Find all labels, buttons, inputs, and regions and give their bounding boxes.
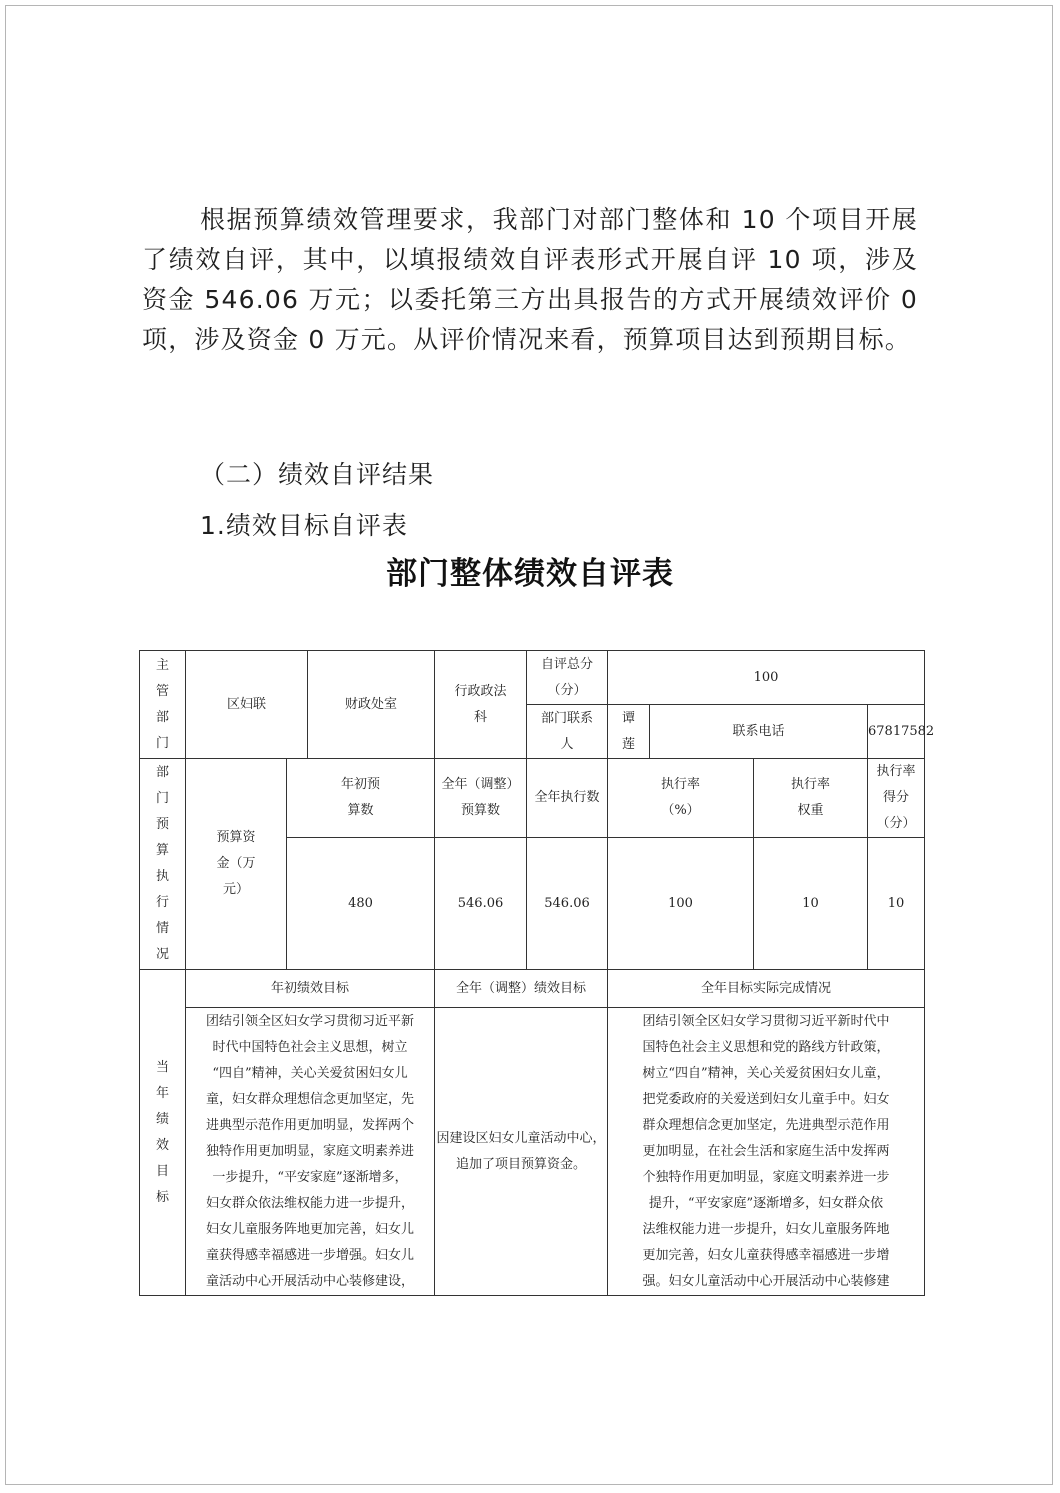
budget-header-initial-cell: 年初预算数: [287, 759, 435, 838]
goals-section-label-cell: 当年绩效目标: [140, 970, 186, 1296]
body-paragraph: 根据预算绩效管理要求，我部门对部门整体和 10 个项目开展了绩效自评，其中，以填报绩效自评表形式开展自评 10 项，涉及资金 546.06 万元；以委托第三方出具报告的方式开展绩效评价 0 项，涉及资金 0 万元。从评价情况来看，预算项目达到预期目标。: [142, 205, 918, 354]
budget-initial-value: 480: [287, 838, 435, 970]
goals-actual-line: 更加明显，在社会生活和家庭生活中发挥两: [642, 1143, 890, 1159]
goals-initial-line: 进典型示范作用更加明显，发挥两个: [206, 1117, 415, 1133]
goals-adjusted-text: [435, 1008, 608, 1296]
contact-name-cell: 谭莲: [608, 705, 650, 759]
goals-adjusted-line: 因建设区妇女儿童活动中心，: [436, 1130, 606, 1146]
budget-header-adjusted-cell: 全年（调整）预算数: [435, 759, 527, 838]
finance-office: 财政处室: [308, 651, 435, 759]
goals-actual-line: 群众理想信念更加坚定，先进典型示范作用: [642, 1117, 890, 1133]
self-evaluation-table: [139, 650, 935, 1296]
goals-actual-line: 把党委政府的关爱送到妇女儿童手中。妇女: [642, 1091, 890, 1107]
goals-actual-line: 提升，“平安家庭”逐渐增多，妇女群众依: [648, 1195, 884, 1211]
goals-actual-line: 强。妇女儿童活动中心开展活动中心装修建: [642, 1273, 890, 1289]
dept-name: 区妇联: [186, 651, 308, 759]
goals-initial-line: 妇女儿童服务阵地更加完善，妇女儿: [206, 1221, 415, 1237]
goals-actual-line: 更加完善，妇女儿童获得感幸福感进一步增: [642, 1247, 890, 1263]
goals-initial-line: “四自”精神，关心关爱贫困妇女儿: [212, 1065, 408, 1081]
section-heading: （二）绩效自评结果: [200, 460, 435, 489]
goals-actual-line: 团结引领全区妇女学习贯彻习近平新时代中: [642, 1013, 890, 1029]
budget-score-value: 10: [868, 838, 925, 970]
goals-header-actual: 全年目标实际完成情况: [608, 970, 925, 1008]
contact-label-cell: 部门联系人: [527, 705, 608, 759]
self-score-label-cell: 自评总分（分）: [527, 651, 608, 705]
dept-label-cell: 主管部门: [140, 651, 186, 759]
budget-header-rate-cell: 执行率（%）: [608, 759, 754, 838]
goals-actual-line: 树立“四自”精神，关心关爱贫困妇女儿童，: [642, 1065, 890, 1081]
budget-adjusted-value: 546.06: [435, 838, 527, 970]
goals-initial-line: 童活动中心开展活动中心装修建设，: [206, 1273, 415, 1289]
section-name-cell: 行政政法科: [435, 651, 527, 759]
goals-actual-line: 法维权能力进一步提升，妇女儿童服务阵地: [642, 1221, 890, 1237]
budget-header-score-cell: 执行率得分（分）: [868, 759, 925, 838]
goals-header-adjusted: 全年（调整）绩效目标: [435, 970, 608, 1008]
phone-value: 67817582: [868, 705, 925, 759]
goals-initial-line: 童获得感幸福感进一步增强。妇女儿: [206, 1247, 415, 1263]
goals-initial-line: 团结引领全区妇女学习贯彻习近平新: [206, 1013, 415, 1029]
goals-actual-line: 个独特作用更加明显，家庭文明素养进一步: [642, 1169, 890, 1185]
budget-rate-value: 100: [608, 838, 754, 970]
goals-initial-line: 时代中国特色社会主义思想，树立: [212, 1039, 408, 1055]
budget-section-label-cell: 部门预算执行情况: [140, 759, 186, 970]
goals-actual-text: [608, 1008, 925, 1296]
budget-header-executed: 全年执行数: [527, 759, 608, 838]
phone-label: 联系电话: [650, 705, 868, 759]
goals-initial-line: 童，妇女群众理想信念更加坚定，先: [206, 1091, 415, 1107]
goals-actual-line: 国特色社会主义思想和党的路线方针政策，: [642, 1039, 890, 1055]
self-score-value: 100: [608, 651, 925, 705]
goals-adjusted-line: 追加了项目预算资金。: [456, 1156, 587, 1172]
goals-initial-line: 妇女群众依法维权能力进一步提升，: [206, 1195, 415, 1211]
goals-initial-line: 独特作用更加明显，家庭文明素养进: [206, 1143, 415, 1159]
table-title: 部门整体绩效自评表: [386, 556, 674, 592]
budget-weight-value: 10: [754, 838, 868, 970]
budget-executed-value: 546.06: [527, 838, 608, 970]
goals-header-initial: 年初绩效目标: [186, 970, 435, 1008]
subsection-heading: 1.绩效目标自评表: [200, 511, 408, 540]
goals-initial-line: 一步提升，“平安家庭”逐渐增多，: [212, 1169, 408, 1185]
goals-initial-text: [186, 1008, 435, 1296]
budget-fund-label-cell: 预算资金（万元）: [186, 759, 287, 970]
budget-header-weight-cell: 执行率权重: [754, 759, 868, 838]
